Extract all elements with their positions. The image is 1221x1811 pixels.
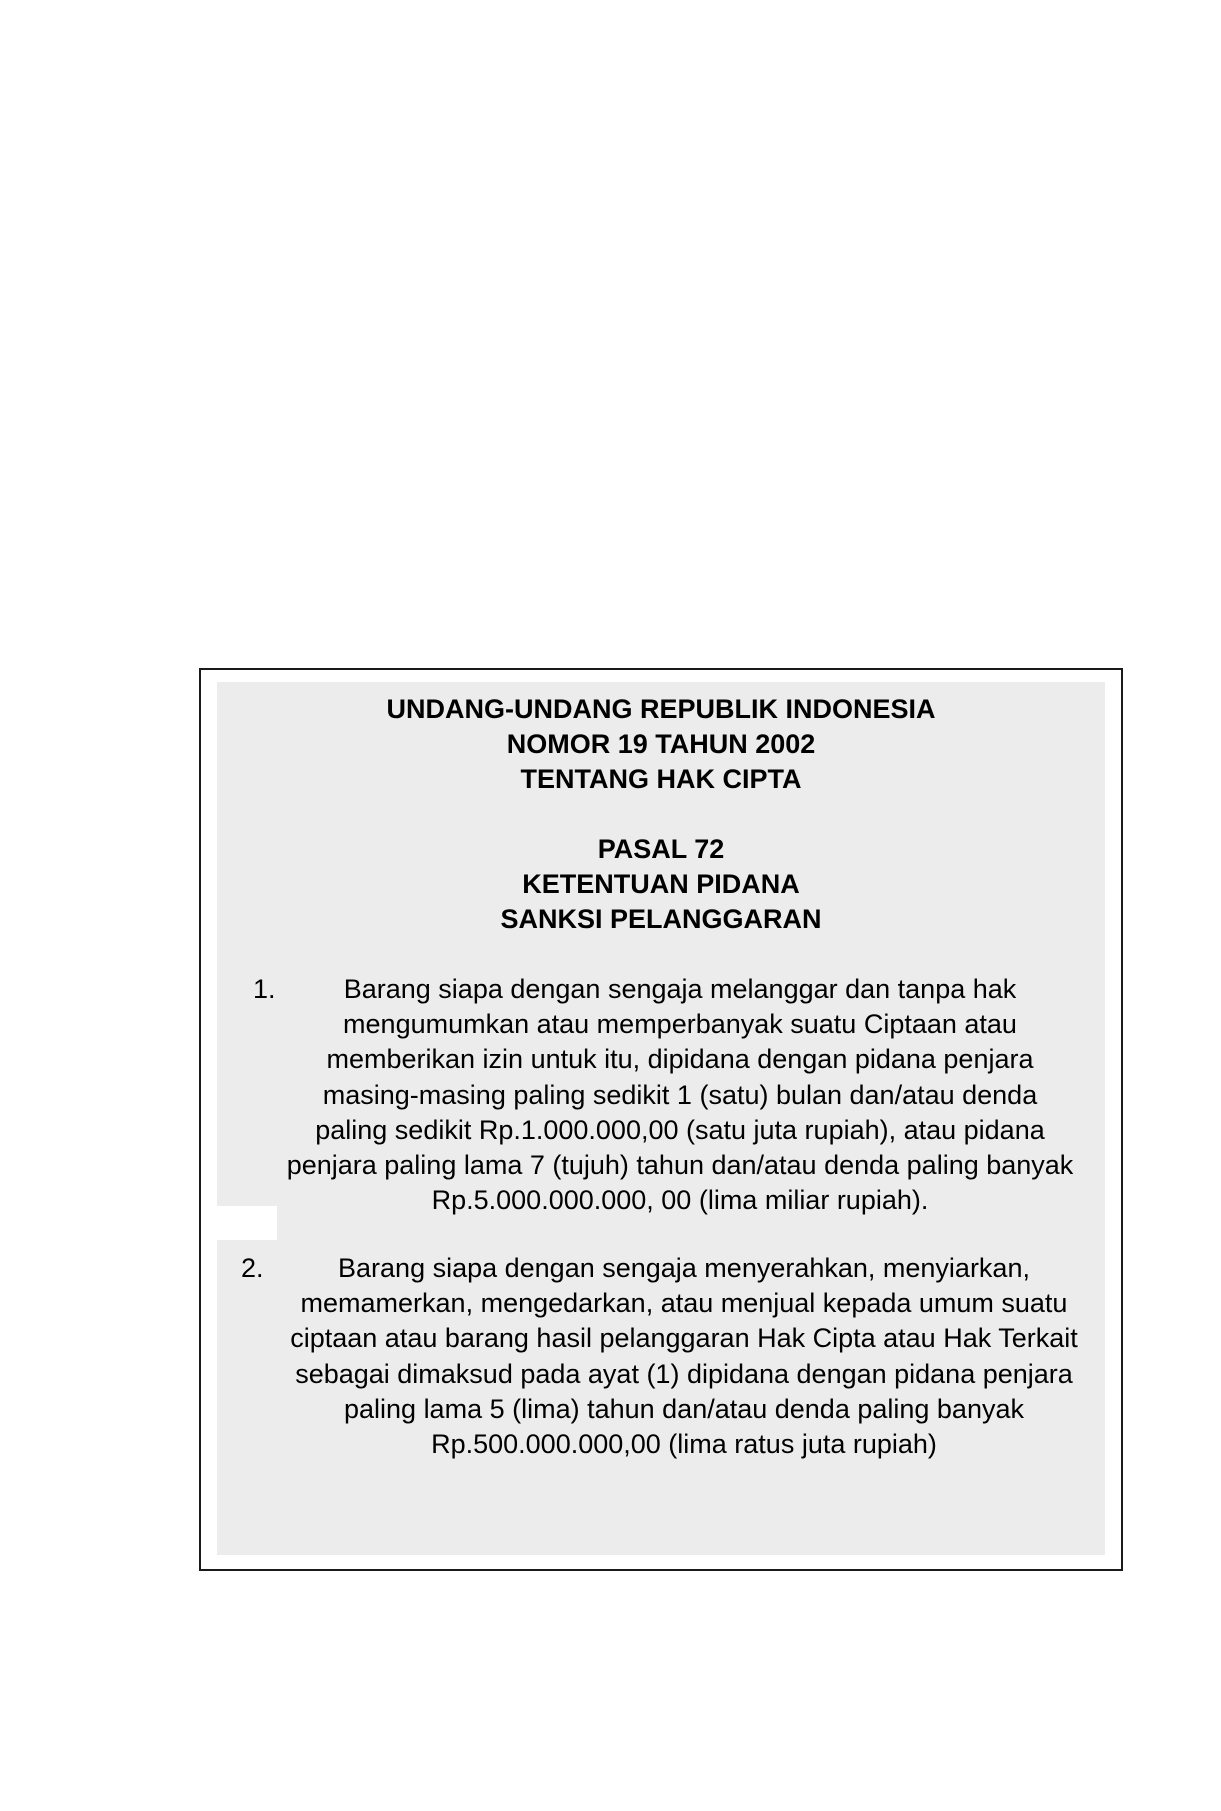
item-2-number: 2. xyxy=(241,1253,264,1283)
law-number: NOMOR 19 TAHUN 2002 xyxy=(506,729,816,759)
panel-gap xyxy=(217,1206,277,1240)
item-2-text: Barang siapa dengan sengaja menyerahkan, menyiarkan, memamerkan, mengedarkan, atau menjual kepada umum suatu ciptaan atau barang hasil pelanggaran Hak Cipta atau Hak Terkait sebagai dimaksud pada ayat (1) dipidana dengan pidana penjara paling lama 5 (lima) tahun dan/atau denda paling banyak Rp.500.000.000,00 (lima ratus juta rupiah) xyxy=(290,1253,1078,1460)
item-1-number: 1. xyxy=(253,974,276,1004)
article-subsection: SANKSI PELANGGARAN xyxy=(500,904,822,934)
item-1-text: Barang siapa dengan sengaja melanggar dan tanpa hak mengumumkan atau memperbanyak suatu Ciptaan atau memberikan izin untuk itu, dipidana dengan pidana penjara masing-masing paling sedikit 1 (satu) bulan dan/atau denda paling sedikit Rp.1.000.000,00 (satu juta rupiah), atau pidana penjara paling lama 7 (tujuh) tahun dan/atau denda paling banyak Rp.5.000.000.000, 00 (lima miliar rupiah). xyxy=(286,974,1074,1216)
law-subject: TENTANG HAK CIPTA xyxy=(520,764,802,794)
law-title: UNDANG-UNDANG REPUBLIK INDONESIA xyxy=(386,694,936,724)
law-heading xyxy=(217,692,1105,797)
copyright-notice-box xyxy=(199,668,1123,1571)
article-heading xyxy=(217,832,1105,937)
article-title: PASAL 72 xyxy=(597,834,725,864)
article-section: KETENTUAN PIDANA xyxy=(522,869,800,899)
notice-panel xyxy=(217,682,1105,1555)
